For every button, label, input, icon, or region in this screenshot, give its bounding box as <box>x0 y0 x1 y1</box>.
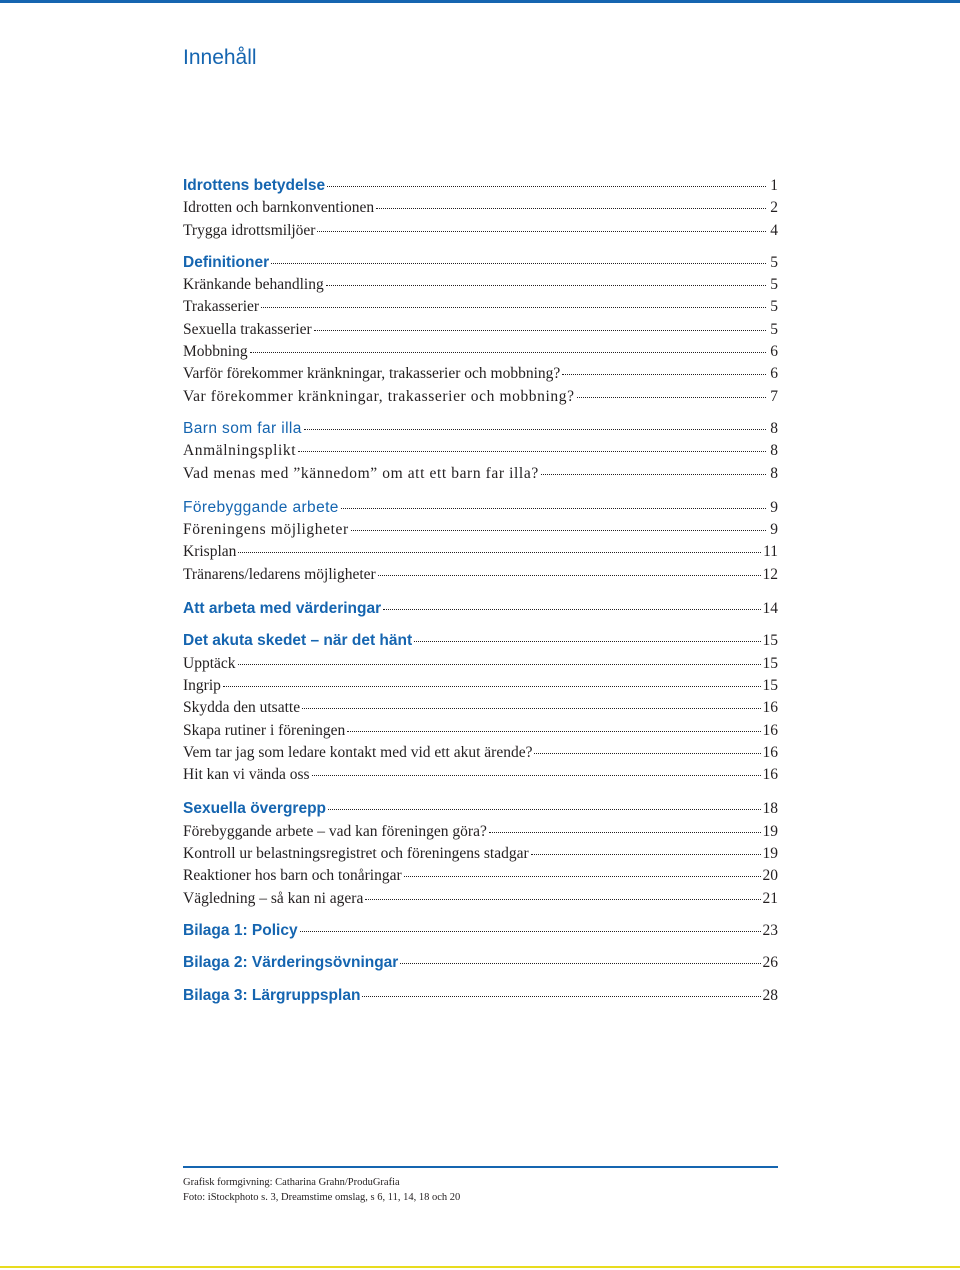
toc-section <box>183 985 778 1007</box>
toc-entry-label: Definitioner <box>183 253 270 271</box>
dot-leader <box>404 876 761 877</box>
dot-leader <box>300 931 761 932</box>
toc-page-number: 9 <box>770 498 778 516</box>
toc-heading-entry[interactable] <box>183 920 778 942</box>
dot-leader <box>327 186 766 187</box>
toc-page-number: 9 <box>770 521 778 539</box>
toc-page-number: 14 <box>762 600 778 618</box>
toc-entry[interactable] <box>183 653 778 675</box>
toc-entry[interactable] <box>183 440 778 462</box>
dot-leader <box>400 963 760 964</box>
toc-entry-label: Vad menas med ”kännedom” om att ett barn far illa? <box>183 464 539 482</box>
toc-section <box>183 920 778 942</box>
toc-page-number: 15 <box>762 654 778 672</box>
toc-entry-label: Bilaga 3: Lärgruppsplan <box>183 986 361 1004</box>
photo-credit: Foto: iStockphoto s. 3, Dreamstime omslag, s 6, 11, 14, 18 och 20 <box>183 1192 461 1203</box>
dot-leader <box>312 775 761 776</box>
toc-section <box>183 952 778 974</box>
toc-page-number: 4 <box>770 221 778 239</box>
toc-entry[interactable] <box>183 274 778 296</box>
top-rule <box>0 0 960 3</box>
toc-entry-label: Ingrip <box>183 676 221 694</box>
toc-entry-label: Sexuella trakasserier <box>183 320 312 338</box>
toc-entry[interactable] <box>183 697 778 719</box>
toc-entry-label: Vem tar jag som ledare kontakt med vid ett akut ärende? <box>183 743 533 761</box>
toc-page-number: 15 <box>762 676 778 694</box>
toc-entry-label: Idrotten och barnkonventionen <box>183 199 375 217</box>
dot-leader <box>347 731 760 732</box>
toc-entry-label: Att arbeta med värderingar <box>183 600 382 618</box>
toc-entry-label: Skapa rutiner i föreningen <box>183 721 346 739</box>
toc-entry[interactable] <box>183 764 778 786</box>
toc-entry-label: Kontroll ur belastningsregistret och föreningens stadgar <box>183 845 529 863</box>
toc-page-number: 28 <box>762 986 778 1004</box>
dot-leader <box>261 307 766 308</box>
toc-page-number: 26 <box>762 954 778 972</box>
toc-entry-label: Förebyggande arbete <box>183 498 339 516</box>
toc-section <box>183 598 778 620</box>
dot-leader <box>314 330 766 331</box>
toc-entry-label: Varför förekommer kränkningar, trakasserier och mobbning? <box>183 365 561 383</box>
dot-leader <box>238 552 761 553</box>
toc-entry-label: Trygga idrottsmiljöer <box>183 221 316 239</box>
toc-page-number: 5 <box>770 253 778 271</box>
toc-page-number: 5 <box>770 320 778 338</box>
toc-page-number: 8 <box>770 464 778 482</box>
dot-leader <box>271 263 766 264</box>
toc-page-number: 16 <box>762 743 778 761</box>
toc-entry-label: Idrottens betydelse <box>183 177 326 194</box>
toc-page-number: 19 <box>762 845 778 863</box>
toc-page-number: 8 <box>770 442 778 460</box>
toc-entry-label: Bilaga 2: Värderingsövningar <box>183 954 399 972</box>
toc-section <box>183 418 778 485</box>
toc-entry-label: Anmälningsplikt <box>183 442 297 460</box>
dot-leader <box>341 508 766 509</box>
toc-page-number: 12 <box>762 565 778 583</box>
toc-page-number: 19 <box>762 822 778 840</box>
dot-leader <box>362 996 760 997</box>
toc-entry[interactable] <box>183 319 778 341</box>
dot-leader <box>250 352 766 353</box>
toc-heading-entry[interactable] <box>183 630 778 652</box>
toc-page-number: 2 <box>770 199 778 217</box>
toc-page-number: 5 <box>770 298 778 316</box>
design-credit: Grafisk formgivning: Catharina Grahn/ProduGrafia <box>183 1177 400 1188</box>
toc-entry[interactable] <box>183 341 778 363</box>
toc-section <box>183 798 778 909</box>
dot-leader <box>383 609 760 610</box>
dot-leader <box>378 575 761 576</box>
toc-entry[interactable] <box>183 564 778 586</box>
toc-page-number: 6 <box>770 343 778 361</box>
toc-page-number: 16 <box>762 766 778 784</box>
toc-entry[interactable] <box>183 197 778 219</box>
toc-entry[interactable] <box>183 742 778 764</box>
dot-leader <box>351 530 766 531</box>
dot-leader <box>304 429 766 430</box>
toc-entry-label: Förebyggande arbete – vad kan föreningen göra? <box>183 822 487 840</box>
toc-entry-label: Kränkande behandling <box>183 276 324 294</box>
toc-heading-entry[interactable] <box>183 418 778 440</box>
toc-section <box>183 175 778 242</box>
toc-entry-label: Vägledning – så kan ni agera <box>183 889 364 907</box>
toc-heading-entry[interactable] <box>183 252 778 274</box>
toc-entry-label: Trakasserier <box>183 298 260 316</box>
toc-page-number: 5 <box>770 276 778 294</box>
dot-leader <box>414 641 760 642</box>
toc-page-number: 23 <box>762 921 778 939</box>
toc-entry[interactable] <box>183 296 778 318</box>
toc-entry[interactable] <box>183 463 778 485</box>
dot-leader <box>302 708 760 709</box>
toc-page-number: 8 <box>770 419 778 437</box>
toc-entry-label: Sexuella övergrepp <box>183 800 327 818</box>
dot-leader <box>534 753 760 754</box>
toc-heading-entry[interactable] <box>183 985 778 1007</box>
bottom-rule <box>0 1266 960 1268</box>
toc-page-number: 18 <box>762 800 778 818</box>
toc-page-number: 7 <box>770 387 778 405</box>
table-of-contents <box>183 175 778 1007</box>
footer-divider <box>183 1166 778 1168</box>
toc-page-number: 16 <box>762 721 778 739</box>
toc-entry[interactable] <box>183 843 778 865</box>
toc-entry[interactable] <box>183 720 778 742</box>
toc-entry-label: Reaktioner hos barn och tonåringar <box>183 867 402 885</box>
dot-leader <box>365 899 760 900</box>
page-title: Innehåll <box>183 46 257 69</box>
toc-page-number: 15 <box>762 632 778 650</box>
toc-entry-label: Det akuta skedet – när det hänt <box>183 632 413 650</box>
toc-entry-label: Bilaga 1: Policy <box>183 921 298 939</box>
toc-section <box>183 630 778 786</box>
toc-heading-entry[interactable] <box>183 175 778 197</box>
dot-leader <box>562 374 766 375</box>
toc-entry-label: Barn som far illa <box>183 419 302 437</box>
dot-leader <box>541 474 766 475</box>
dot-leader <box>298 451 766 452</box>
toc-page-number: 1 <box>770 177 778 194</box>
toc-section <box>183 497 778 586</box>
toc-page-number: 20 <box>762 867 778 885</box>
toc-entry[interactable] <box>183 363 778 385</box>
toc-entry-label: Föreningens möjligheter <box>183 521 349 539</box>
dot-leader <box>223 686 761 687</box>
toc-entry[interactable] <box>183 888 778 910</box>
dot-leader <box>238 664 761 665</box>
toc-entry-label: Tränarens/ledarens möjligheter <box>183 565 376 583</box>
toc-entry-label: Hit kan vi vända oss <box>183 766 310 784</box>
toc-entry-label: Krisplan <box>183 543 237 561</box>
toc-page-number: 16 <box>762 699 778 717</box>
toc-heading-entry[interactable] <box>183 798 778 820</box>
dot-leader <box>376 208 766 209</box>
toc-entry-label: Var förekommer kränkningar, trakasserier och mobbning? <box>183 387 575 405</box>
toc-heading-entry[interactable] <box>183 598 778 620</box>
toc-page-number: 11 <box>763 543 778 561</box>
toc-entry-label: Upptäck <box>183 654 236 672</box>
toc-entry[interactable] <box>183 821 778 843</box>
toc-entry[interactable] <box>183 386 778 408</box>
toc-entry[interactable] <box>183 541 778 563</box>
toc-page-number: 6 <box>770 365 778 383</box>
toc-entry-label: Mobbning <box>183 343 248 361</box>
dot-leader <box>317 231 766 232</box>
dot-leader <box>326 285 766 286</box>
dot-leader <box>328 809 760 810</box>
toc-heading-entry[interactable] <box>183 497 778 519</box>
dot-leader <box>489 832 761 833</box>
toc-entry[interactable] <box>183 519 778 541</box>
dot-leader <box>577 397 766 398</box>
dot-leader <box>531 854 761 855</box>
toc-entry[interactable] <box>183 675 778 697</box>
toc-entry[interactable] <box>183 220 778 242</box>
toc-entry[interactable] <box>183 865 778 887</box>
toc-section <box>183 252 778 408</box>
toc-entry-label: Skydda den utsatte <box>183 699 301 717</box>
toc-heading-entry[interactable] <box>183 952 778 974</box>
toc-page-number: 21 <box>762 889 778 907</box>
